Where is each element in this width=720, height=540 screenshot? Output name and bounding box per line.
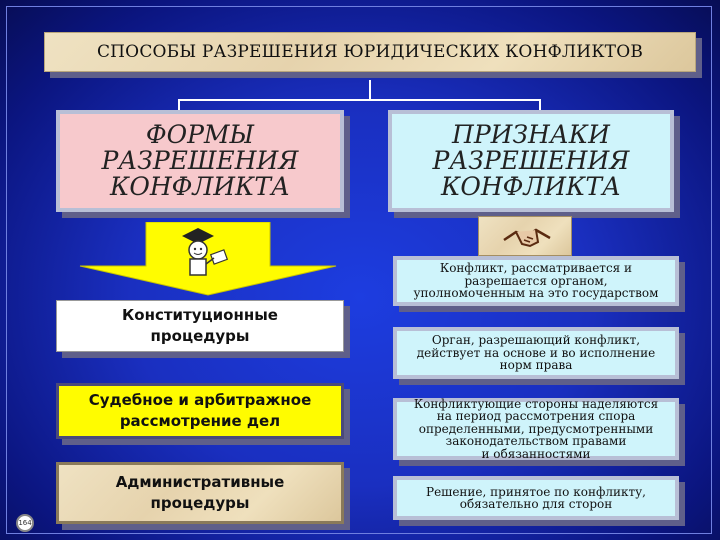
sign-line: определенными, предусмотренными: [418, 421, 654, 436]
form-label-line: процедуры: [150, 494, 250, 512]
form-label-line: Административные: [115, 473, 285, 491]
sign-line: Конфликтующие стороны наделяются: [413, 396, 659, 411]
sign-box: [393, 256, 679, 306]
form-label-line: Конституционные: [122, 306, 278, 324]
sign-line: уполномоченным на это государством: [413, 286, 659, 301]
form-constitutional: [56, 300, 344, 352]
sign-line: разрешается органом,: [464, 273, 608, 288]
signs-header-line: КОНФЛИКТА: [440, 172, 621, 201]
form-label-line: процедуры: [150, 327, 250, 345]
form-label-line: Судебное и арбитражное: [88, 391, 312, 409]
sign-line: Орган, разрешающий конфликт,: [431, 333, 641, 348]
slide-title: [44, 32, 696, 72]
forms-header-line: ФОРМЫ: [145, 120, 255, 149]
signs-header-line: РАЗРЕШЕНИЯ: [432, 146, 630, 175]
slide-title-text: СПОСОБЫ РАЗРЕШЕНИЯ ЮРИДИЧЕСКИХ КОНФЛИКТОВ: [96, 42, 644, 62]
graduate-icon: [168, 224, 238, 280]
connector-horizontal: [178, 99, 541, 101]
sign-line: Конфликт, рассматривается и: [439, 261, 633, 276]
sign-line: и обязанностями: [481, 446, 591, 461]
form-judicial: [56, 383, 344, 439]
sign-line: Решение, принятое по конфликту,: [426, 484, 646, 499]
sign-line: норм права: [499, 358, 573, 373]
forms-header-line: КОНФЛИКТА: [109, 172, 290, 201]
sign-line: на период рассмотрения спора: [436, 409, 636, 424]
sign-line: действует на основе и во исполнение: [416, 345, 656, 360]
form-label-line: рассмотрение дел: [119, 412, 281, 430]
sign-box: [393, 327, 679, 379]
page-number: 164: [16, 514, 34, 532]
form-administrative: [56, 462, 344, 524]
connector-vertical: [369, 80, 371, 100]
sign-box: [393, 476, 679, 520]
forms-header-line: РАЗРЕШЕНИЯ: [101, 146, 299, 175]
signs-header-line: ПРИЗНАКИ: [452, 120, 610, 149]
signs-header-box: [388, 110, 674, 212]
sign-box: [393, 398, 679, 460]
sign-line: законодательством правами: [445, 434, 627, 449]
forms-header-box: [56, 110, 344, 212]
handshake-icon: [500, 218, 554, 254]
sign-line: обязательно для сторон: [459, 497, 613, 511]
